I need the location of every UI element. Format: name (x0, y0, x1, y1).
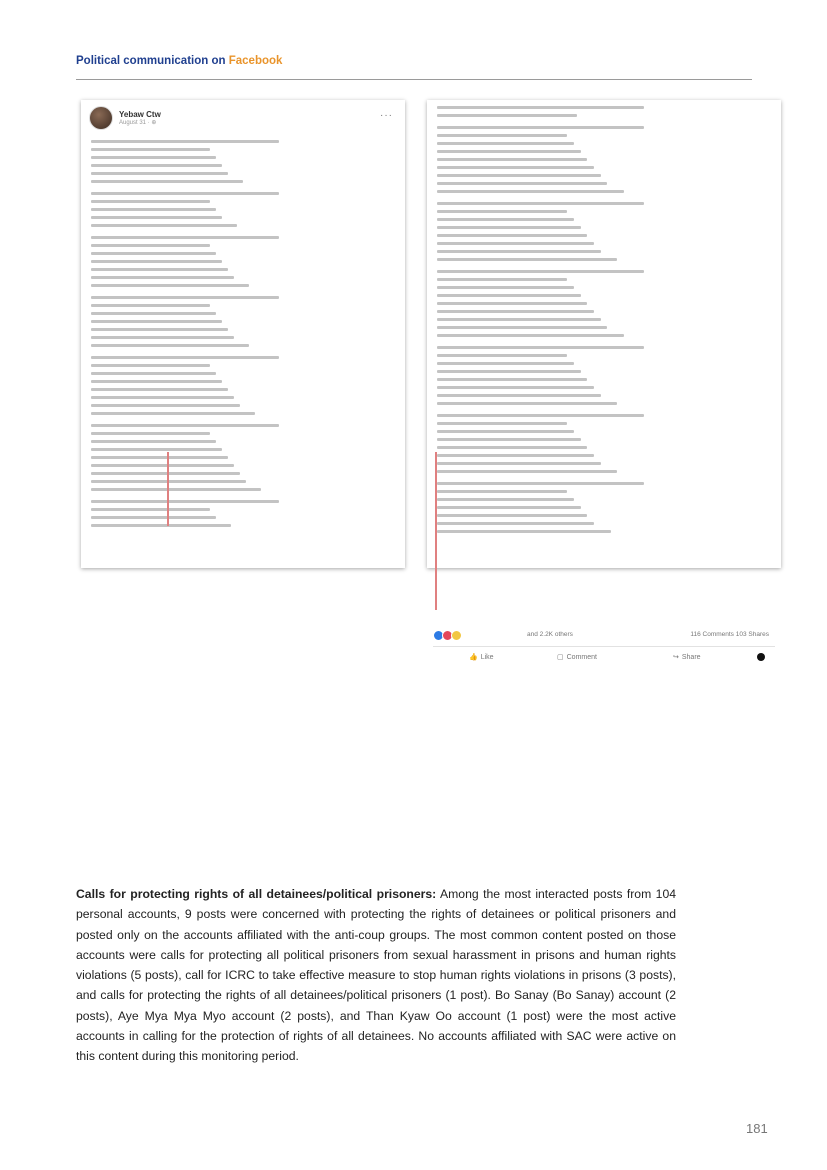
text-line-placeholder (91, 456, 228, 459)
text-paragraph-placeholder (437, 106, 771, 117)
text-line-placeholder (91, 516, 216, 519)
text-paragraph-placeholder (91, 356, 395, 415)
text-line-placeholder (91, 404, 240, 407)
more-options-icon: ··· (380, 110, 393, 121)
text-paragraph-placeholder (437, 270, 771, 337)
text-line-placeholder (437, 498, 574, 501)
text-paragraph-placeholder (91, 140, 395, 183)
text-line-placeholder (437, 234, 587, 237)
text-line-placeholder (437, 250, 601, 253)
text-line-placeholder (437, 242, 594, 245)
text-line-placeholder (437, 522, 594, 525)
text-line-placeholder (91, 424, 279, 427)
post-screenshot-left (81, 100, 405, 568)
text-line-placeholder (437, 346, 644, 349)
engagement-stats: 116 Comments 103 Shares (690, 631, 769, 638)
post-timestamp: August 31 · ⊕ (119, 120, 157, 126)
text-paragraph-placeholder (437, 346, 771, 405)
text-line-placeholder (91, 356, 279, 359)
text-line-placeholder (437, 514, 587, 517)
text-line-placeholder (437, 106, 644, 109)
avatar (89, 106, 113, 130)
header-rule (76, 79, 752, 80)
running-header (76, 55, 282, 67)
text-paragraph-placeholder (91, 296, 395, 347)
text-line-placeholder (437, 414, 644, 417)
text-line-placeholder (437, 422, 567, 425)
text-line-placeholder (91, 208, 216, 211)
post-text-left (91, 140, 395, 536)
reactions-row (433, 627, 775, 643)
text-line-placeholder (437, 490, 567, 493)
text-line-placeholder (91, 244, 210, 247)
text-line-placeholder (437, 302, 587, 305)
text-paragraph-placeholder (437, 126, 771, 193)
text-paragraph-placeholder (91, 236, 395, 287)
text-line-placeholder (91, 236, 279, 239)
post-header (89, 106, 161, 130)
text-line-placeholder (437, 114, 577, 117)
text-paragraph-placeholder (91, 500, 395, 527)
text-line-placeholder (437, 142, 574, 145)
like-label: Like (480, 653, 494, 661)
text-line-placeholder (437, 226, 581, 229)
text-line-placeholder (437, 326, 607, 329)
text-line-placeholder (91, 412, 255, 415)
section-heading: Calls for protecting rights of all detainees/political prisoners: (76, 887, 437, 901)
post-action-bar (433, 646, 775, 667)
text-line-placeholder (91, 156, 216, 159)
text-line-placeholder (437, 378, 587, 381)
text-line-placeholder (437, 454, 594, 457)
text-line-placeholder (437, 310, 594, 313)
text-line-placeholder (437, 506, 581, 509)
text-line-placeholder (437, 370, 581, 373)
text-line-placeholder (437, 386, 594, 389)
text-line-placeholder (437, 286, 574, 289)
text-line-placeholder (91, 372, 216, 375)
text-line-placeholder (437, 530, 611, 533)
text-line-placeholder (437, 126, 644, 129)
text-line-placeholder (91, 432, 210, 435)
text-line-placeholder (437, 438, 581, 441)
text-line-placeholder (91, 524, 231, 527)
text-line-placeholder (91, 312, 216, 315)
text-line-placeholder (437, 354, 567, 357)
text-paragraph-placeholder (437, 202, 771, 261)
text-line-placeholder (91, 448, 222, 451)
comment-label: Comment (566, 653, 597, 661)
text-line-placeholder (437, 278, 567, 281)
text-line-placeholder (437, 362, 574, 365)
text-line-placeholder (91, 508, 210, 511)
page-number: 181 (746, 1121, 768, 1136)
text-line-placeholder (91, 396, 234, 399)
text-line-placeholder (437, 430, 574, 433)
text-paragraph-placeholder (437, 482, 771, 533)
post-author-block (119, 110, 161, 126)
header-prefix: Political communication on (76, 55, 226, 67)
text-line-placeholder (91, 380, 222, 383)
text-line-placeholder (91, 364, 210, 367)
post-text-right (437, 106, 771, 542)
text-line-placeholder (91, 388, 228, 391)
text-line-placeholder (91, 344, 249, 347)
like-button (469, 653, 494, 661)
text-line-placeholder (437, 318, 601, 321)
text-line-placeholder (91, 180, 243, 183)
thumbs-up-icon: 👍 (469, 654, 478, 661)
text-paragraph-placeholder (437, 414, 771, 473)
text-line-placeholder (91, 224, 237, 227)
text-line-placeholder (437, 218, 574, 221)
text-line-placeholder (437, 394, 601, 397)
text-line-placeholder (437, 158, 587, 161)
text-line-placeholder (91, 328, 228, 331)
reaction-count: and 2.2K others (527, 631, 573, 638)
reaction-icons (433, 630, 460, 641)
text-line-placeholder (437, 470, 617, 473)
haha-reaction-icon (451, 630, 462, 641)
highlight-bar (167, 452, 169, 526)
section-text: Among the most interacted posts from 104 personal accounts, 9 posts were concerned with protecting the rights of detainees or political prisoners and posted only on the accounts affiliated with the anti-coup groups. The most common content posted on those accounts were calls for protecting all political prisoners from sexual harassment in prisons and human rights violations (5 posts), call for ICRC to take effective measure to stop human rights violations in prisons (3 posts), and calls for protecting the rights of all detainees/political prisoners (1 post). Bo Sanay (Bo Sanay) account (2 posts), Aye Mya Mya Myo account (2 posts), and Than Kyaw Oo account (1 post) were the most active accounts in calling for the protection of rights of all detainees. No accounts affiliated with SAC were active on this content during this monitoring period. (76, 887, 677, 1064)
text-line-placeholder (91, 260, 222, 263)
text-line-placeholder (91, 200, 210, 203)
post-author: Yebaw Ctw (119, 110, 161, 119)
text-line-placeholder (91, 140, 279, 143)
text-line-placeholder (91, 164, 222, 167)
text-line-placeholder (437, 166, 594, 169)
text-line-placeholder (437, 174, 601, 177)
text-line-placeholder (91, 276, 234, 279)
text-line-placeholder (437, 402, 617, 405)
text-paragraph-placeholder (91, 192, 395, 227)
text-line-placeholder (437, 182, 607, 185)
text-line-placeholder (437, 462, 601, 465)
text-line-placeholder (437, 446, 587, 449)
text-line-placeholder (437, 190, 624, 193)
text-line-placeholder (91, 320, 222, 323)
share-button (673, 653, 701, 661)
text-line-placeholder (437, 334, 624, 337)
share-icon: ↪ (673, 654, 679, 661)
text-line-placeholder (91, 192, 279, 195)
text-line-placeholder (437, 150, 581, 153)
comment-button (557, 653, 597, 661)
highlight-bar (435, 452, 437, 610)
share-label: Share (681, 653, 701, 661)
text-line-placeholder (437, 482, 644, 485)
text-line-placeholder (437, 210, 567, 213)
viewer-avatar (757, 653, 765, 661)
text-line-placeholder (91, 464, 234, 467)
header-platform: Facebook (228, 55, 283, 67)
text-line-placeholder (91, 172, 228, 175)
text-line-placeholder (91, 252, 216, 255)
text-line-placeholder (437, 202, 644, 205)
text-line-placeholder (91, 296, 279, 299)
text-line-placeholder (91, 268, 228, 271)
text-line-placeholder (91, 472, 240, 475)
text-line-placeholder (91, 440, 216, 443)
text-line-placeholder (91, 488, 261, 491)
body-paragraph (76, 884, 676, 1067)
text-line-placeholder (91, 500, 279, 503)
post-screenshot-right (427, 100, 781, 661)
text-paragraph-placeholder (91, 424, 395, 491)
text-line-placeholder (437, 270, 644, 273)
text-line-placeholder (91, 304, 210, 307)
text-line-placeholder (91, 216, 222, 219)
text-line-placeholder (437, 258, 617, 261)
text-line-placeholder (91, 336, 234, 339)
text-line-placeholder (91, 284, 249, 287)
text-line-placeholder (437, 294, 581, 297)
text-line-placeholder (437, 134, 567, 137)
text-line-placeholder (91, 148, 210, 151)
comment-icon: ▢ (557, 654, 564, 661)
